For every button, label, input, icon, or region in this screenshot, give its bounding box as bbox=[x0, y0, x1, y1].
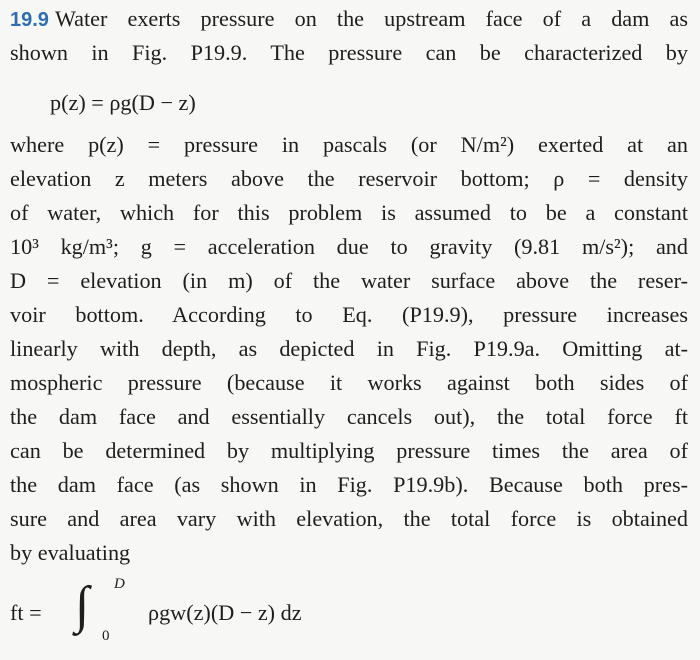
text-line-15: by evaluating bbox=[10, 540, 131, 565]
text-line-3: where p(z) = pressure in pascals (or N/m²) exerted at an bbox=[10, 132, 688, 157]
force-lhs: ft = bbox=[10, 600, 42, 625]
text-line-11: the dam face and essentially cancels out), the total force ft bbox=[10, 404, 688, 429]
integral-sign: ∫ bbox=[75, 577, 90, 634]
text-line-9: linearly with depth, as depicted in Fig. P19.9a. Omitting at- bbox=[10, 336, 688, 361]
text-line-12: can be determined by multiplying pressure times the area of bbox=[10, 438, 688, 463]
text-line-1: 19.9 Water exerts pressure on the upstream face of a dam as bbox=[10, 6, 688, 31]
integrand: ρgw(z)(D − z) dz bbox=[148, 600, 302, 625]
text-line-5: of water, which for this problem is assumed to be a constant bbox=[10, 200, 688, 225]
text-line-8: voir bottom. According to Eq. (P19.9), pressure increases bbox=[10, 302, 688, 327]
integral-lower-limit: 0 bbox=[102, 628, 110, 644]
text-line-6: 10³ kg/m³; g = acceleration due to gravity (9.81 m/s²); and bbox=[10, 234, 688, 259]
pressure-equation: p(z) = ρg(D − z) bbox=[50, 90, 196, 115]
text-line-7: D = elevation (in m) of the water surface above the reser- bbox=[10, 268, 688, 293]
text-line-4: elevation z meters above the reservoir bottom; ρ = density bbox=[10, 166, 688, 191]
text-line-10: mospheric pressure (because it works against both sides of bbox=[10, 370, 688, 395]
text-line-2: shown in Fig. P19.9. The pressure can be characterized by bbox=[10, 40, 688, 65]
text-line-14: sure and area vary with elevation, the total force is obtained bbox=[10, 506, 688, 531]
text-line-13: the dam face (as shown in Fig. P19.9b). Because both pres- bbox=[10, 472, 688, 497]
integral-upper-limit: D bbox=[114, 576, 125, 592]
force-integral-equation bbox=[10, 576, 410, 650]
problem-number: 19.9 bbox=[10, 9, 49, 31]
